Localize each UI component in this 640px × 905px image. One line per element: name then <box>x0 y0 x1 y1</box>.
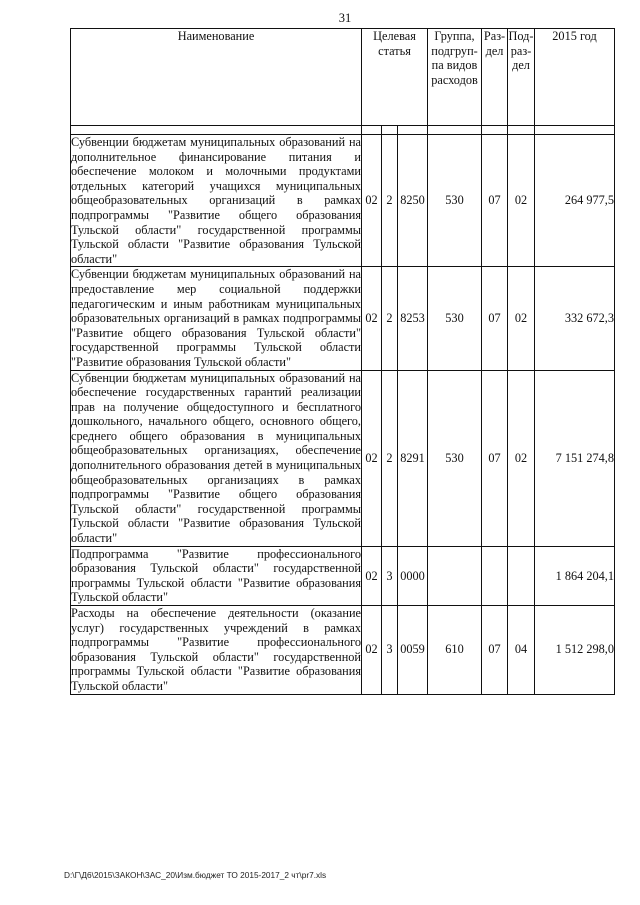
row-name: Субвенции бюджетам муниципальных образований на дополнительное финансирование питания и обеспечение молоком и молочными продуктами отдельных категорий учащихся муниципальных общеобразовательных организаций в рамках подпрограммы "Развитие общего образования Тульской области" государственной программы Тульской области "Развитие образования Тульской области" <box>71 135 361 266</box>
row-subsection: 04 <box>508 606 535 695</box>
row-article-code: 8250 <box>398 135 428 267</box>
row-section: 07 <box>482 267 508 370</box>
row-amount: 7 151 274,8 <box>535 370 615 546</box>
row-section: 07 <box>482 135 508 267</box>
header-section: Раз- дел <box>482 29 508 126</box>
row-section: 07 <box>482 370 508 546</box>
header-subsection: Под- раз- дел <box>508 29 535 126</box>
row-group: 530 <box>428 135 482 267</box>
row-article-program: 02 <box>362 135 382 267</box>
row-group: 610 <box>428 606 482 695</box>
table-row <box>71 606 615 695</box>
header-spacer-row <box>71 126 615 135</box>
row-article-program: 02 <box>362 546 382 605</box>
row-group <box>428 546 482 605</box>
table-row <box>71 135 615 267</box>
row-subsection <box>508 546 535 605</box>
row-article-code: 8291 <box>398 370 428 546</box>
row-amount: 264 977,5 <box>535 135 615 267</box>
row-article-subprogram: 3 <box>382 546 398 605</box>
row-article-subprogram: 2 <box>382 370 398 546</box>
row-name: Субвенции бюджетам муниципальных образований на обеспечение государственных гарантий реализации прав на получение общедоступного и бесплатного дошкольного, начального общего, основного общего, среднего общего образования в муниципальных общеобразовательных организациях, обеспечение дополнительного образования детей в муниципальных общеобразовательных организациях в рамках подпрограммы "Развитие общего образования Тульской области" государственной программы Тульской области "Развитие образования Тульской области" <box>71 370 361 546</box>
row-group: 530 <box>428 370 482 546</box>
row-article-program: 02 <box>362 370 382 546</box>
file-path-footer: D:\Г\Д6\2015\ЗАКОН\ЗАС_20\Изм.бюджет ТО 2015-2017_2 чт\pr7.xls <box>64 870 327 880</box>
row-article-code: 8253 <box>398 267 428 370</box>
header-year: 2015 год <box>535 29 615 126</box>
row-article-program: 02 <box>362 267 382 370</box>
row-article-subprogram: 3 <box>382 606 398 695</box>
row-subsection: 02 <box>508 135 535 267</box>
row-subsection: 02 <box>508 267 535 370</box>
row-section <box>482 546 508 605</box>
row-group: 530 <box>428 267 482 370</box>
table-row <box>71 370 615 546</box>
row-name: Расходы на обеспечение деятельности (оказание услуг) государственных учреждений в рамках подпрограммы "Развитие профессионального образования Тульской области" государственной программы Тульской области "Развитие образования Тульской области" <box>71 606 361 693</box>
row-amount: 1 864 204,1 <box>535 546 615 605</box>
page-number: 31 <box>338 11 352 25</box>
header-target-article: Целевая статья <box>362 29 428 126</box>
row-article-program: 02 <box>362 606 382 695</box>
row-article-code: 0000 <box>398 546 428 605</box>
table-header-row <box>71 29 615 126</box>
header-name: Наименование <box>71 29 362 126</box>
row-article-code: 0059 <box>398 606 428 695</box>
row-article-subprogram: 2 <box>382 267 398 370</box>
row-name: Субвенции бюджетам муниципальных образований на предоставление мер социальной поддержки педагогическим и иным работникам муниципальных образовательных организаций в рамках подпрограммы "Развитие общего образования Тульской области" государственной программы Тульской области "Развитие образования Тульской области" <box>71 267 361 369</box>
header-group: Группа, подгруп- па видов расходов <box>428 29 482 126</box>
table-row <box>71 546 615 605</box>
row-amount: 332 672,3 <box>535 267 615 370</box>
row-section: 07 <box>482 606 508 695</box>
budget-table <box>70 28 615 695</box>
row-name: Подпрограмма "Развитие профессионального образования Тульской области" государственной программы Тульской области "Развитие образования Тульской области" <box>71 546 361 605</box>
table-row <box>71 267 615 370</box>
row-article-subprogram: 2 <box>382 135 398 267</box>
row-subsection: 02 <box>508 370 535 546</box>
row-amount: 1 512 298,0 <box>535 606 615 695</box>
